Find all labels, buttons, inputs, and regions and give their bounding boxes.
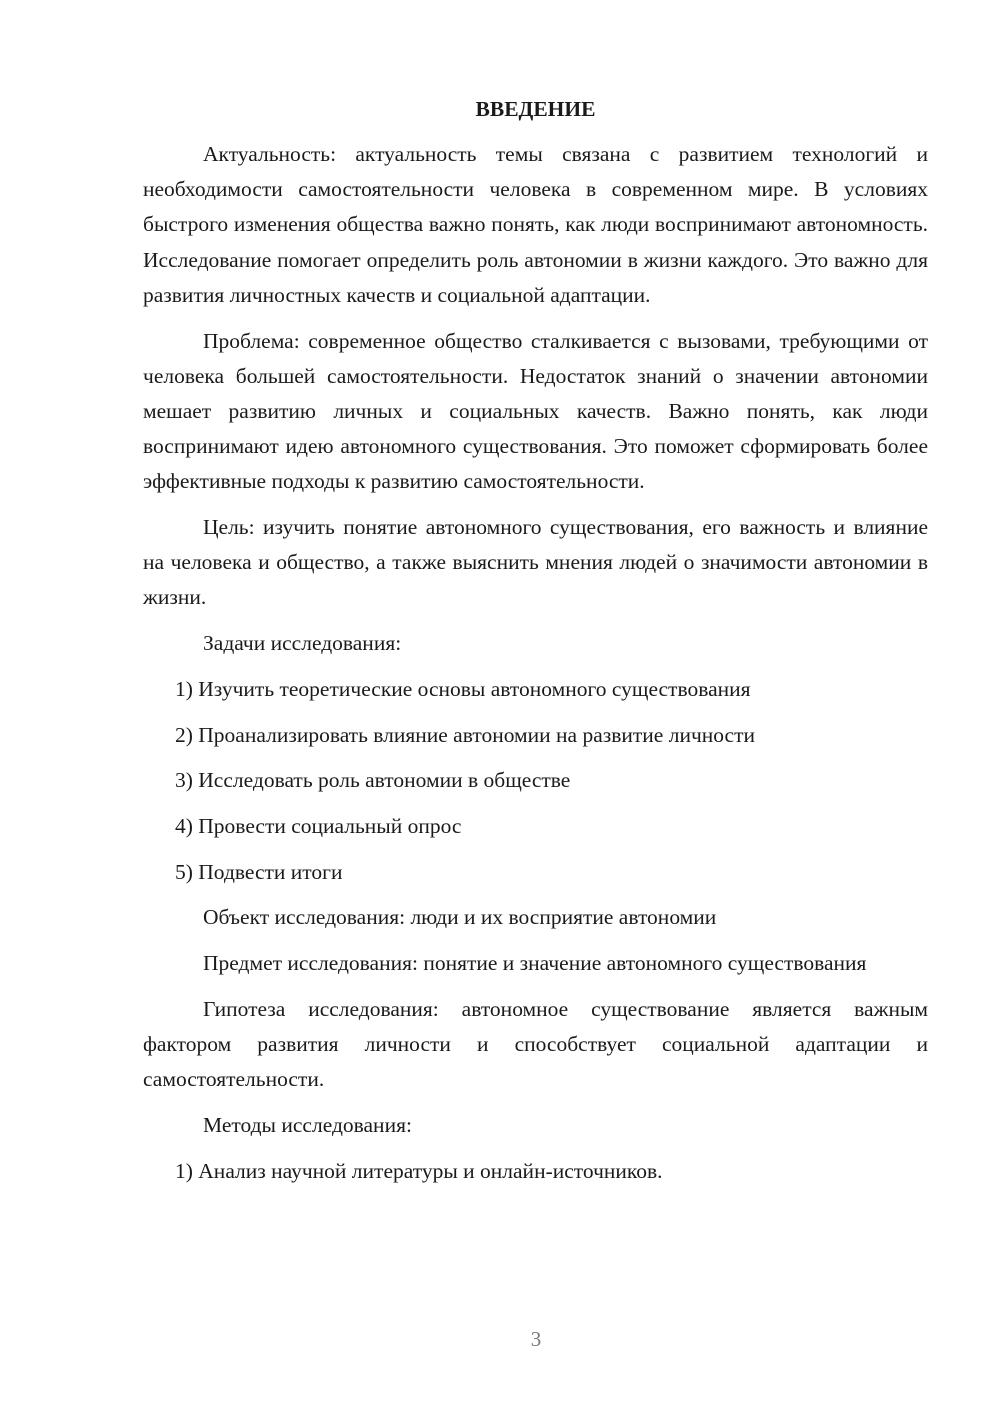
tasks-list bbox=[143, 672, 928, 890]
list-item: 3) Исследовать роль автономии в обществе bbox=[175, 768, 571, 793]
subject-paragraph: Предмет исследования: понятие и значение автономного существования bbox=[203, 951, 867, 976]
relevance-paragraph: Актуальность: актуальность темы связана с развитием технологий и необходимости самостоятельности человека в современном мире. В условиях быстрого изменения общества важно понять, как люди воспринимают автономность. Исследование помогает определить роль автономии в жизни каждого. Это важно для развития личностных качеств и социальной адаптации. bbox=[143, 142, 928, 307]
list-item: 1) Анализ научной литературы и онлайн-источников. bbox=[175, 1158, 663, 1183]
list-item: 2) Проанализировать влияние автономии на развитие личности bbox=[175, 722, 756, 747]
methods-heading: Методы исследования: bbox=[203, 1112, 412, 1137]
object-paragraph: Объект исследования: люди и их восприятие автономии bbox=[203, 905, 717, 930]
document-title: ВВЕДЕНИЕ bbox=[475, 97, 596, 121]
goal-paragraph: Цель: изучить понятие автономного существования, его важность и влияние на человека и общество, а также выяснить мнения людей о значимости автономии в жизни. bbox=[143, 515, 928, 610]
document-page bbox=[143, 92, 928, 1199]
list-item: 1) Изучить теоретические основы автономного существования bbox=[175, 676, 751, 701]
list-item: 5) Подвести итоги bbox=[175, 859, 343, 884]
page-number: 3 bbox=[530, 1327, 542, 1351]
tasks-heading: Задачи исследования: bbox=[203, 631, 402, 656]
problem-paragraph: Проблема: современное общество сталкивается с вызовами, требующими от человека большей самостоятельности. Недостаток знаний о значении автономии мешает развитию личных и социальных качеств. Важно понять, как люди воспринимают идею автономного существования. Это поможет сформировать более эффективные подходы к развитию самостоятельности. bbox=[143, 328, 928, 494]
hypothesis-paragraph: Гипотеза исследования: автономное существование является важным фактором развития личности и способствует социальной адаптации и самостоятельности. bbox=[143, 996, 928, 1092]
list-item: 4) Провести социальный опрос bbox=[175, 813, 462, 838]
methods-list bbox=[143, 1154, 928, 1189]
